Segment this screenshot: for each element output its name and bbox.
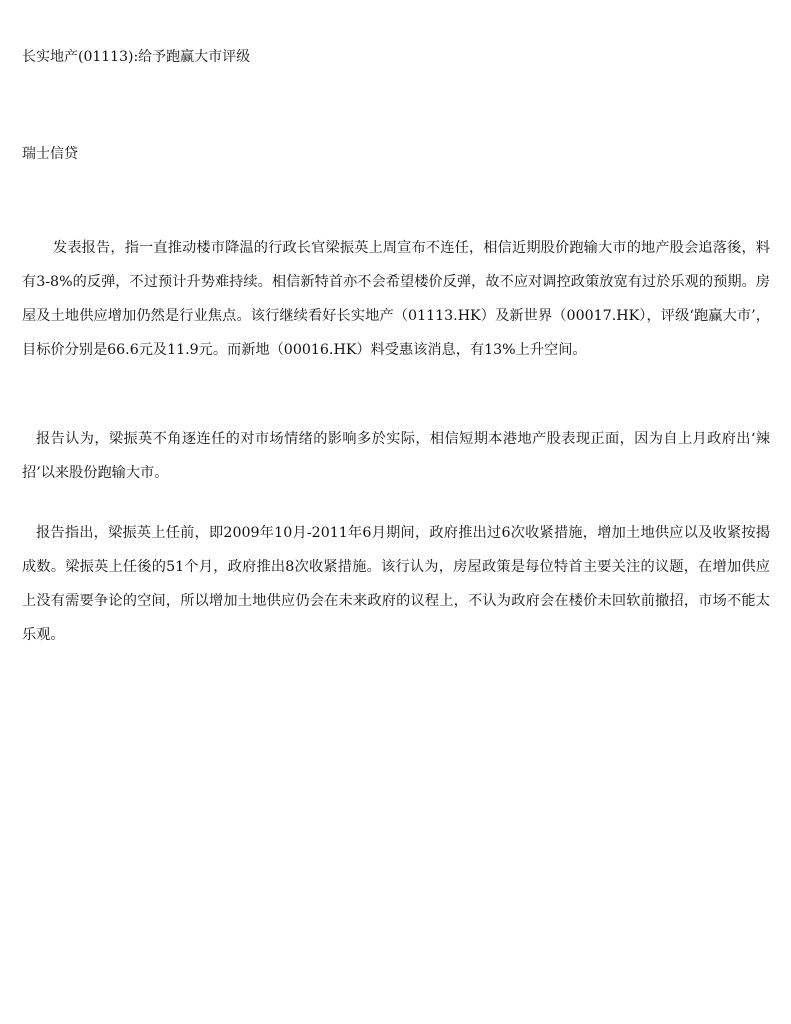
- article-source: 瑞士信贷: [22, 146, 78, 162]
- paragraph-1: 发表报告，指一直推动楼市降温的行政长官梁振英上周宣布不连任，相信近期股价跑输大市的地产股会追落後，料有3-8%的反弹，不过预计升势难持续。相信新特首亦不会希望楼价反弹，故不应对调控政策放宽有过於乐观的预期。房屋及土地供应增加仍然是行业焦点。该行继续看好长实地产（01113.HK）及新世界（00017.HK），评级‘跑赢大市’，目标价分别是66.6元及11.9元。而新地（00016.HK）料受惠该消息，有13%上升空间。: [22, 240, 770, 358]
- article-title: 长实地产(01113):给予跑赢大市评级: [22, 49, 251, 65]
- paragraph-3: 报告指出，梁振英上任前，即2009年10月-2011年6月期间，政府推出过6次收紧措施，增加土地供应以及收紧按揭成数。梁振英上任後的51个月，政府推出8次收紧措施。该行认为，房屋政策是每位特首主要关注的议题，在增加供应上没有需要争论的空间，所以增加土地供应仍会在未来政府的议程上，不认为政府会在楼价未回软前撤招，市场不能太乐观。: [22, 525, 770, 643]
- paragraph-2: 报告认为，梁振英不角逐连任的对市场情绪的影响多於实际，相信短期本港地产股表现正面，因为自上月政府出‘辣招’以来股份跑输大市。: [22, 431, 770, 481]
